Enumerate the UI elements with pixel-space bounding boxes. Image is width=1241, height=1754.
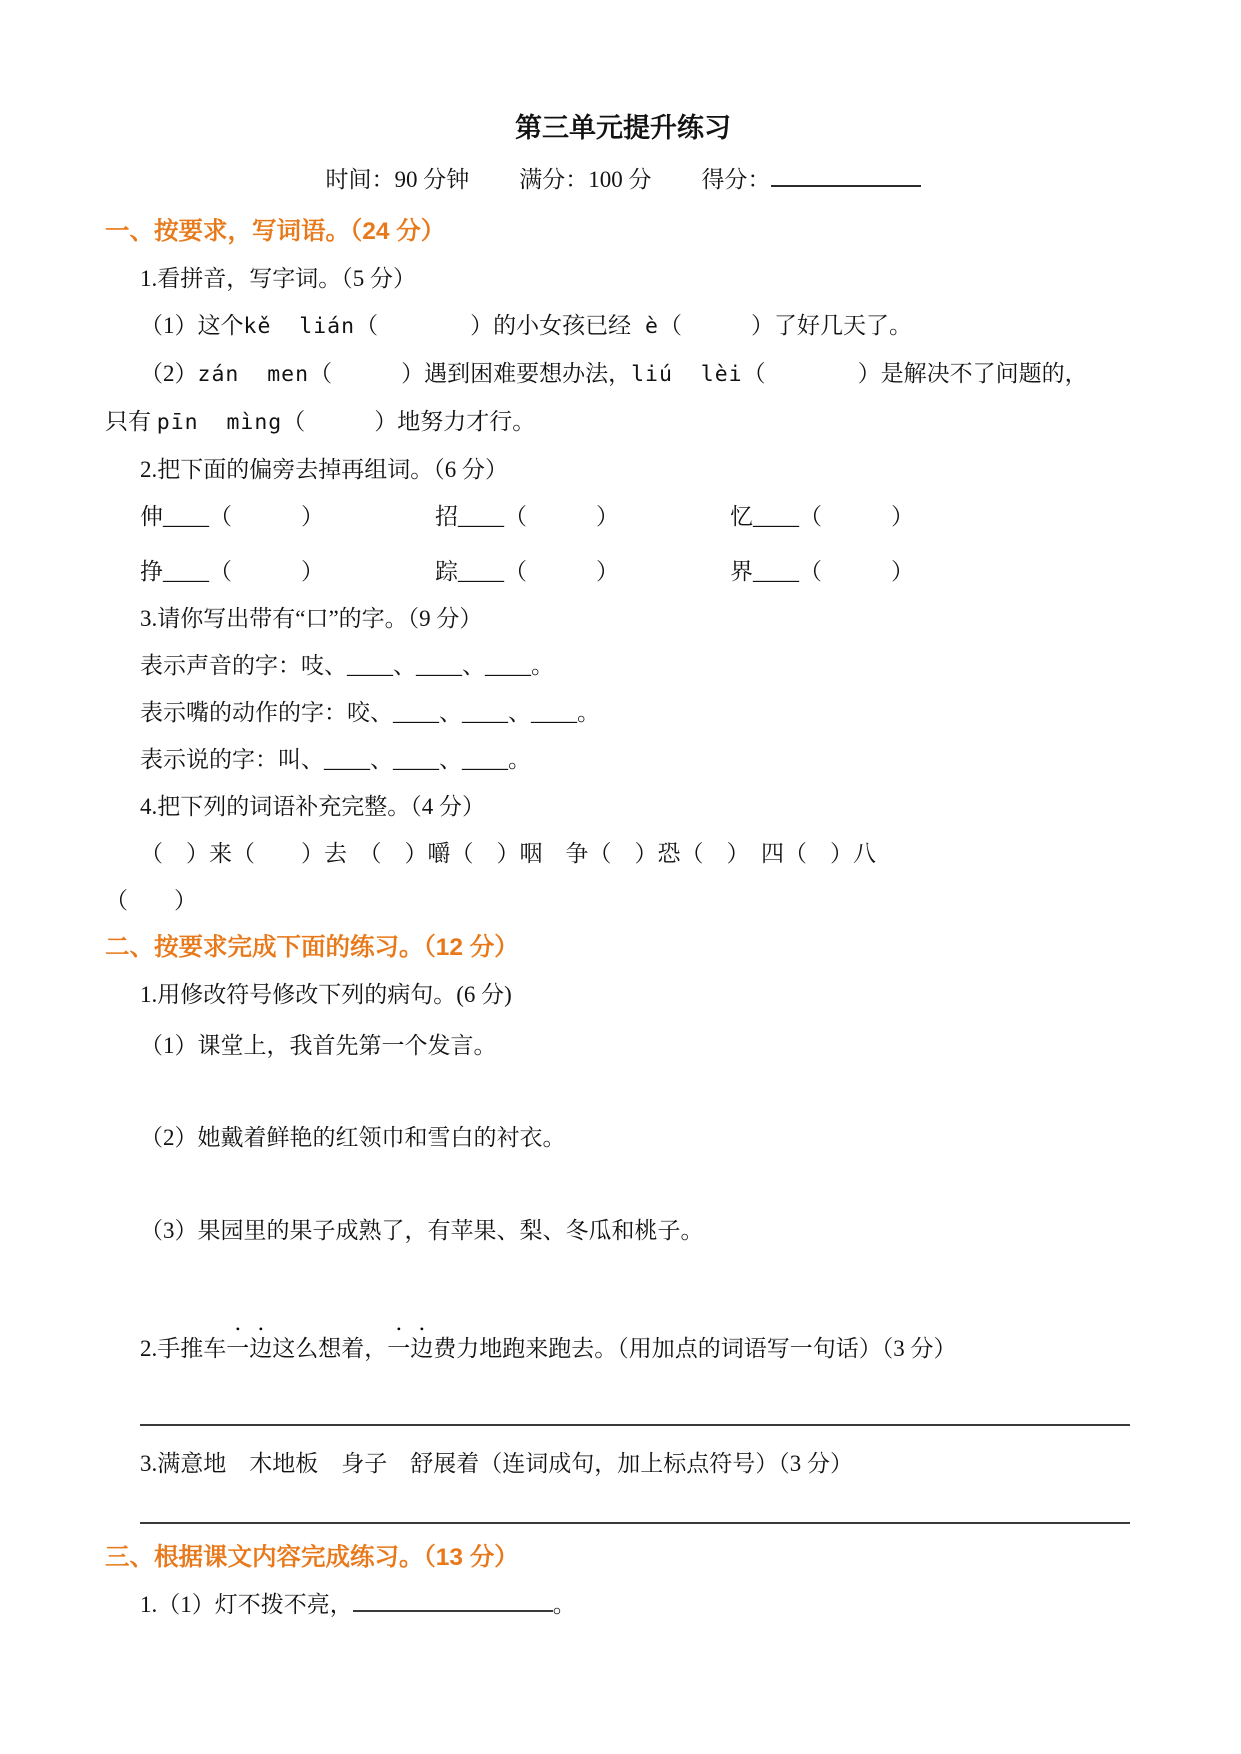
text-run: 1.（1）灯不拨不亮， (140, 1592, 353, 1617)
text-run: 2.手推车 (140, 1336, 227, 1361)
word-blank-cell: 伸____（ ） (140, 504, 324, 529)
text-run: 只有 (105, 409, 157, 434)
text-run: 。 (552, 1592, 576, 1617)
word-blank-cell: 踪____（ ） (435, 559, 619, 584)
text-run: 这么想着， (272, 1336, 388, 1361)
paren-blank: （ ） (355, 313, 494, 338)
answer-underline (140, 1424, 1130, 1426)
word-blank-cell: 招____（ ） (435, 504, 619, 529)
text-run: 的小女孩已经 (493, 313, 632, 338)
s2-q1-item2: （2）她戴着鲜艳的红领巾和雪白的衬衣。 (140, 1125, 566, 1150)
s2-q3-stem: 3.满意地 木地板 身子 舒展着（连词成句，加上标点符号）（3 分） (140, 1451, 853, 1476)
word-blank-cell: 挣____（ ） (140, 559, 324, 584)
s1-q2-stem: 2.把下面的偏旁去掉再组词。（6 分） (140, 457, 508, 482)
text-run: （1）这个 (140, 313, 244, 338)
time-label: 时间：90 分钟 (325, 167, 470, 192)
meta-row (105, 158, 1141, 202)
s1-q3-line1: 表示声音的字：吱、____、____、____。 (140, 653, 554, 678)
pinyin-text: zán men (197, 362, 310, 387)
s2-q1-stem: 1.用修改符号修改下列的病句。(6 分) (140, 982, 512, 1007)
paren-blank: （ ） (309, 361, 425, 386)
s3-q1-line (105, 1581, 1141, 1628)
paren-blank: （ ） (658, 313, 774, 338)
pinyin-text: pīn mìng (156, 410, 283, 435)
full-score-label: 满分：100 分 (519, 167, 652, 192)
emphasis-word: 一边 (226, 1336, 273, 1361)
s1-q4-stem: 4.把下列的词语补充完整。（4 分） (140, 794, 485, 819)
score-field (702, 158, 921, 202)
paren-blank: （ ） (282, 409, 398, 434)
pinyin-text: è (631, 314, 659, 339)
section1-heading: 一、按要求，写词语。（24 分） (105, 218, 446, 245)
s1-q4-line1: （ ）来（ ）去 （ ）嚼（ ）咽 争（ ）恐（ ） 四（ ）八 (140, 841, 876, 866)
s1-q1-stem: 1.看拼音，写字词。（5 分） (140, 266, 416, 291)
text-run: 了好几天了。 (773, 313, 912, 338)
s1-q3-line2: 表示嘴的动作的字：咬、____、____、____。 (140, 700, 600, 725)
s1-q1-item1 (105, 302, 1141, 350)
text-run: 是解决不了问题的， (880, 361, 1088, 386)
paren-blank: （ ） (742, 361, 881, 386)
s2-q1-item1: （1）课堂上，我首先第一个发言。 (140, 1033, 497, 1058)
section3-heading: 三、根据课文内容完成练习。（13 分） (105, 1544, 519, 1571)
emphasis-word: 一边 (387, 1336, 434, 1361)
s1-q2-row1 (105, 493, 1141, 540)
s2-q1-item3: （3）果园里的果子成熟了，有苹果、梨、冬瓜和桃子。 (140, 1218, 704, 1243)
word-blank-cell: 忆____（ ） (730, 504, 914, 529)
s1-q3-stem: 3.请你写出带有“口”的字。（9 分） (140, 606, 483, 631)
fill-blank-line (353, 1587, 553, 1612)
text-run: 费力地跑来跑去。（用加点的词语写一句话）（3 分） (433, 1336, 957, 1361)
text-run: 遇到困难要想办法， (424, 361, 632, 386)
s1-q3-line3: 表示说的字：叫、____、____、____。 (140, 747, 531, 772)
section2-heading: 二、按要求完成下面的练习。（12 分） (105, 934, 519, 961)
pinyin-text: liú lèi (631, 362, 743, 387)
s2-q2-stem (105, 1322, 1141, 1372)
answer-underline (140, 1522, 1130, 1524)
s1-q1-item2-cont (105, 398, 1141, 446)
s1-q1-item2 (105, 350, 1141, 398)
page-title: 第三单元提升练习 (515, 113, 731, 143)
score-blank-line (771, 161, 921, 187)
text-run: （2） (140, 361, 198, 386)
word-blank-cell: 界____（ ） (730, 559, 914, 584)
s1-q4-line2: （ ） (105, 888, 197, 913)
text-run: 地努力才行。 (397, 409, 536, 434)
pinyin-text: kě lián (243, 314, 356, 339)
s1-q2-row2 (105, 548, 1141, 595)
score-label: 得分： (701, 167, 771, 192)
